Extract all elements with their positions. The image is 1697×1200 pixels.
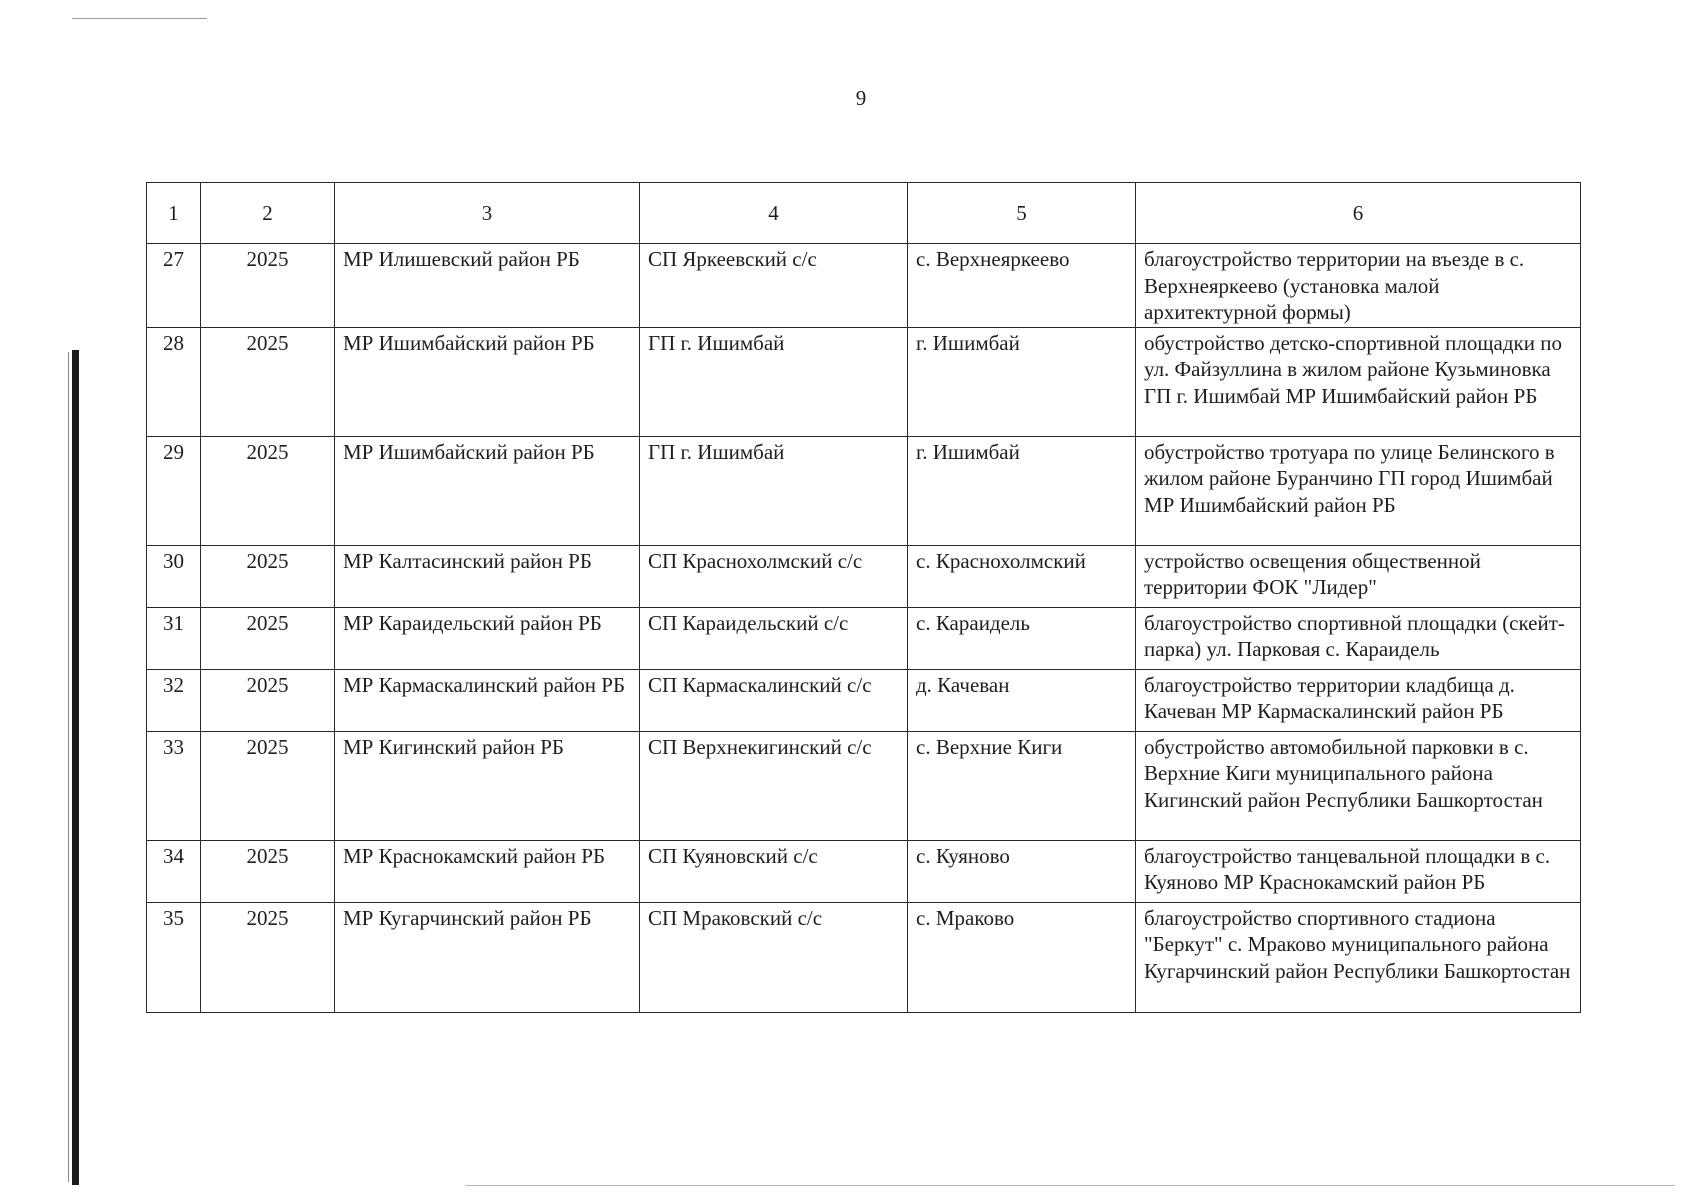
row-number: 32 (147, 669, 201, 731)
table-header (147, 183, 1581, 244)
table-body (147, 244, 1581, 1013)
row-locality: с. Краснохолмский (908, 545, 1136, 607)
table-row (147, 669, 1581, 731)
row-number: 31 (147, 607, 201, 669)
row-locality: с. Куяново (908, 840, 1136, 902)
row-description: устройство освещения общественной территории ФОК "Лидер" (1136, 545, 1581, 607)
row-number: 33 (147, 731, 201, 840)
row-description: благоустройство территории кладбища д. Качеван МР Кармаскалинский район РБ (1136, 669, 1581, 731)
row-district: МР Караидельский район РБ (335, 607, 640, 669)
row-locality: с. Верхнеяркеево (908, 244, 1136, 328)
row-number: 30 (147, 545, 201, 607)
table-row (147, 840, 1581, 902)
row-settlement: СП Кармаскалинский с/с (640, 669, 908, 731)
page-number: 9 (855, 86, 867, 110)
row-district: МР Краснокамский район РБ (335, 840, 640, 902)
table-row (147, 436, 1581, 545)
row-settlement: СП Краснохолмский с/с (640, 545, 908, 607)
row-district: МР Кугарчинский район РБ (335, 902, 640, 1012)
header-col-5: 5 (908, 183, 1136, 244)
row-description: благоустройство спортивной площадки (скейт-парка) ул. Парковая с. Караидель (1136, 607, 1581, 669)
row-year: 2025 (201, 545, 335, 607)
row-year: 2025 (201, 902, 335, 1012)
row-year: 2025 (201, 607, 335, 669)
row-settlement: СП Яркеевский с/с (640, 244, 908, 328)
registry-table (146, 182, 1581, 1013)
row-district: МР Калтасинский район РБ (335, 545, 640, 607)
header-col-6: 6 (1136, 183, 1581, 244)
row-description: благоустройство территории на въезде в с. Верхнеяркеево (установка малой архитектурной формы) (1136, 244, 1581, 328)
row-number: 34 (147, 840, 201, 902)
row-year: 2025 (201, 327, 335, 436)
row-year: 2025 (201, 244, 335, 328)
row-locality: с. Караидель (908, 607, 1136, 669)
row-district: МР Ишимбайский район РБ (335, 436, 640, 545)
row-settlement: ГП г. Ишимбай (640, 327, 908, 436)
row-locality: г. Ишимбай (908, 327, 1136, 436)
row-locality: г. Ишимбай (908, 436, 1136, 545)
row-number: 28 (147, 327, 201, 436)
row-district: МР Илишевский район РБ (335, 244, 640, 328)
row-number: 27 (147, 244, 201, 328)
row-description: обустройство детско-спортивной площадки по ул. Файзуллина в жилом районе Кузьминовка ГП г. Ишимбай МР Ишимбайский район РБ (1136, 327, 1581, 436)
table-row (147, 731, 1581, 840)
row-description: благоустройство танцевальной площадки в с. Куяново МР Краснокамский район РБ (1136, 840, 1581, 902)
row-district: МР Кигинский район РБ (335, 731, 640, 840)
row-district: МР Ишимбайский район РБ (335, 327, 640, 436)
scan-artifact-edge (68, 352, 69, 1182)
row-settlement: СП Верхнекигинский с/с (640, 731, 908, 840)
row-number: 35 (147, 902, 201, 1012)
row-settlement: СП Мраковский с/с (640, 902, 908, 1012)
row-description: обустройство тротуара по улице Белинского в жилом районе Буранчино ГП город Ишимбай МР Ишимбайский район РБ (1136, 436, 1581, 545)
row-year: 2025 (201, 731, 335, 840)
header-row (147, 183, 1581, 244)
table-row (147, 607, 1581, 669)
header-col-4: 4 (640, 183, 908, 244)
row-locality: д. Качеван (908, 669, 1136, 731)
row-year: 2025 (201, 669, 335, 731)
scan-artifact-binding-edge (72, 350, 79, 1185)
table-row (147, 244, 1581, 328)
header-col-1: 1 (147, 183, 201, 244)
scan-artifact-bottom-line (465, 1185, 1675, 1186)
row-settlement: ГП г. Ишимбай (640, 436, 908, 545)
row-settlement: СП Караидельский с/с (640, 607, 908, 669)
table-row (147, 545, 1581, 607)
header-col-2: 2 (201, 183, 335, 244)
row-locality: с. Верхние Киги (908, 731, 1136, 840)
table-row (147, 327, 1581, 436)
header-col-3: 3 (335, 183, 640, 244)
row-district: МР Кармаскалинский район РБ (335, 669, 640, 731)
row-number: 29 (147, 436, 201, 545)
row-description: благоустройство спортивного стадиона "Беркут" с. Мраково муниципального района Кугарчинский район Республики Башкортостан (1136, 902, 1581, 1012)
row-locality: с. Мраково (908, 902, 1136, 1012)
row-settlement: СП Куяновский с/с (640, 840, 908, 902)
scan-artifact-line (72, 18, 207, 19)
table-row (147, 902, 1581, 1012)
row-year: 2025 (201, 436, 335, 545)
row-year: 2025 (201, 840, 335, 902)
row-description: обустройство автомобильной парковки в с. Верхние Киги муниципального района Кигинский район Республики Башкортостан (1136, 731, 1581, 840)
